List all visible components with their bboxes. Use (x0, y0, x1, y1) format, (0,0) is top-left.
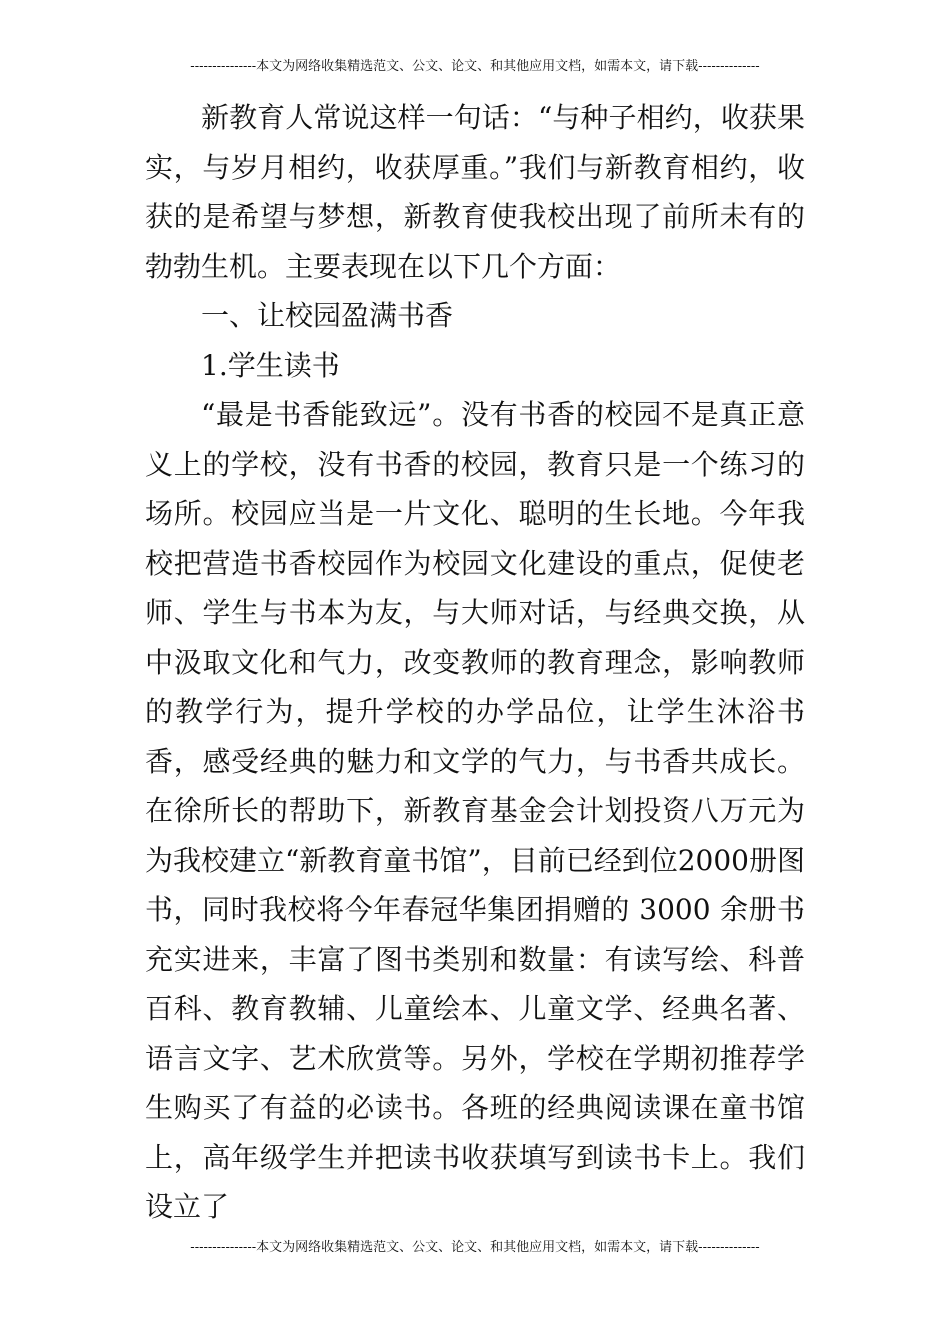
document-body (145, 93, 805, 1232)
subsection-heading: 1.学生读书 (201, 348, 340, 382)
paragraph-student-reading: “最是书香能致远”。没有书香的校园不是真正意义上的学校，没有书香的校园，教育只是一个练习的场所。校园应当是一片文化、聪明的生长地。今年我校把营造书香校园作为校园文化建设的重点，促使老师、学生与书本为友，与大师对话，与经典交换，从中汲取文化和气力，改变教师的教育理念，影响教师的教学行为，提升学校的办学品位，让学生沐浴书香，感受经典的魅力和文学的气力，与书香共成长。在徐所长的帮助下，新教育基金会计划投资八万元为为我校建立“新教育童书馆”，目前已经到位2000册图书，同时我校将今年春冠华集团捐赠的 3000 余册书充实进来，丰富了图书类别和数量：有读写绘、科普百科、教育教辅、儿童绘本、儿童文学、经典名著、语言文字、艺术欣赏等。另外，学校在学期初推荐学生购买了有益的必读书。各班的经典阅读课在童书馆上，高年级学生并把读书收获填写到读书卡上。我们设立了 (145, 398, 805, 1223)
section-heading: 一、让校园盈满书香 (201, 299, 454, 332)
page-footer-notice: ---------------本文为网络收集精选范文、公文、论文、和其他应用文档，如需本文，请下载-------------- (190, 1240, 760, 1255)
paragraph-intro: 新教育人常说这样一句话：“与种子相约，收获果实，与岁月相约，收获厚重。”我们与新教育相约，收获的是希望与梦想，新教育使我校出现了前所未有的勃勃生机。主要表现在以下几个方面： (145, 101, 805, 283)
page-header-notice: ---------------本文为网络收集精选范文、公文、论文、和其他应用文档，如需本文，请下载-------------- (190, 59, 760, 74)
